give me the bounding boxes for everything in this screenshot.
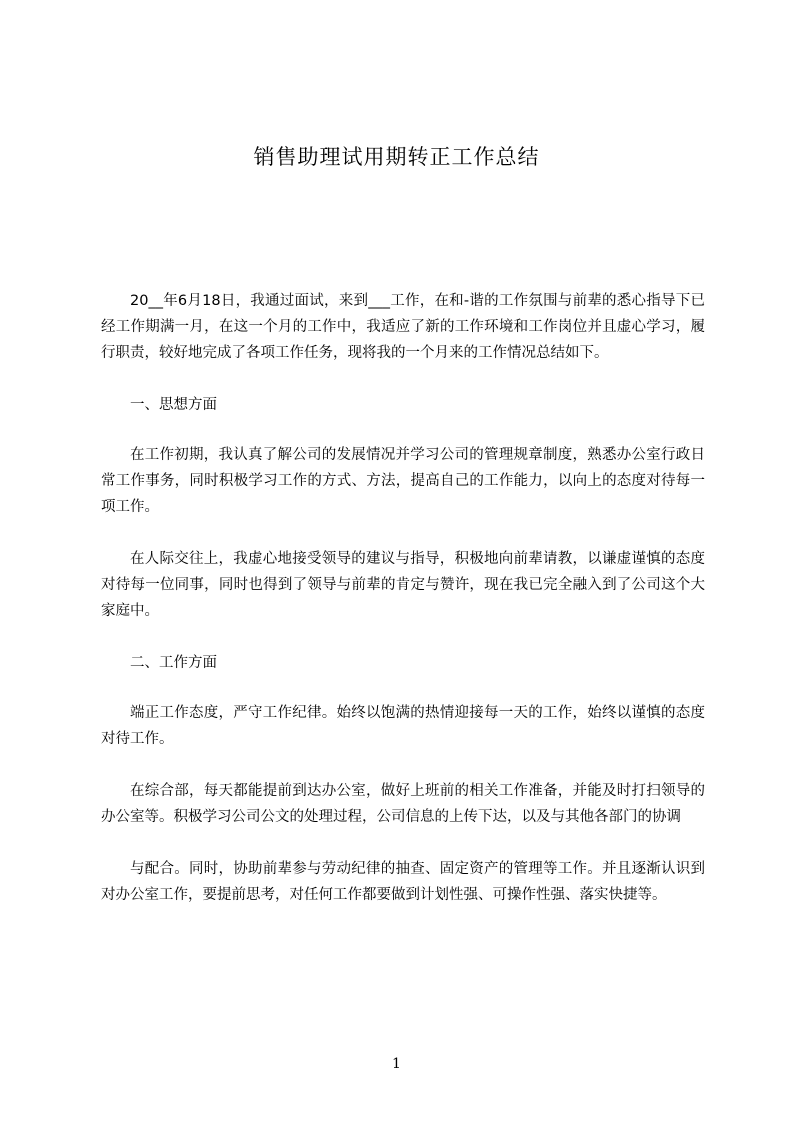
section-heading-work: 二、工作方面 — [130, 655, 217, 671]
work-paragraph-2: 在综合部，每天都能提前到达办公室，做好上班前的相关工作准备，并能及时打扫领导的办公室等。积极学习公司公文的处理过程，公司信息的上传下达，以及与其他各部门的协调 — [101, 783, 705, 825]
document-body — [101, 288, 705, 934]
document-title: 销售助理试用期转正工作总结 — [253, 145, 540, 169]
ideology-paragraph-2: 在人际交往上，我虚心地接受领导的建议与指导，积极地向前辈请教，以谦虚谨慎的态度对待每一位同事，同时也得到了领导与前辈的肯定与赞许，现在我已完全融入到了公司这个大家庭中。 — [101, 551, 705, 619]
page-number: 1 — [392, 1056, 401, 1072]
work-paragraph-1: 端正工作态度，严守工作纪律。始终以饱满的热情迎接每一天的工作，始终以谨慎的态度对待工作。 — [101, 705, 705, 747]
section-heading-ideology: 一、思想方面 — [130, 397, 217, 413]
work-paragraph-3: 与配合。同时，协助前辈参与劳动纪律的抽查、固定资产的管理等工作。并且逐渐认识到对办公室工作，要提前思考，对任何工作都要做到计划性强、可操作性强、落实快捷等。 — [101, 861, 705, 903]
ideology-paragraph-1: 在工作初期，我认真了解公司的发展情况并学习公司的管理规章制度，熟悉办公室行政日常工作事务，同时积极学习工作的方式、方法，提高自己的工作能力，以向上的态度对待每一项工作。 — [101, 447, 705, 515]
intro-paragraph: 20__年6月18日，我通过面试，来到___工作，在和-谐的工作氛围与前辈的悉心指导下已经工作期满一月，在这一个月的工作中，我适应了新的工作环境和工作岗位并且虚心学习，履行职责，较好地完成了各项工作任务，现将我的一个月来的工作情况总结如下。 — [101, 293, 705, 361]
